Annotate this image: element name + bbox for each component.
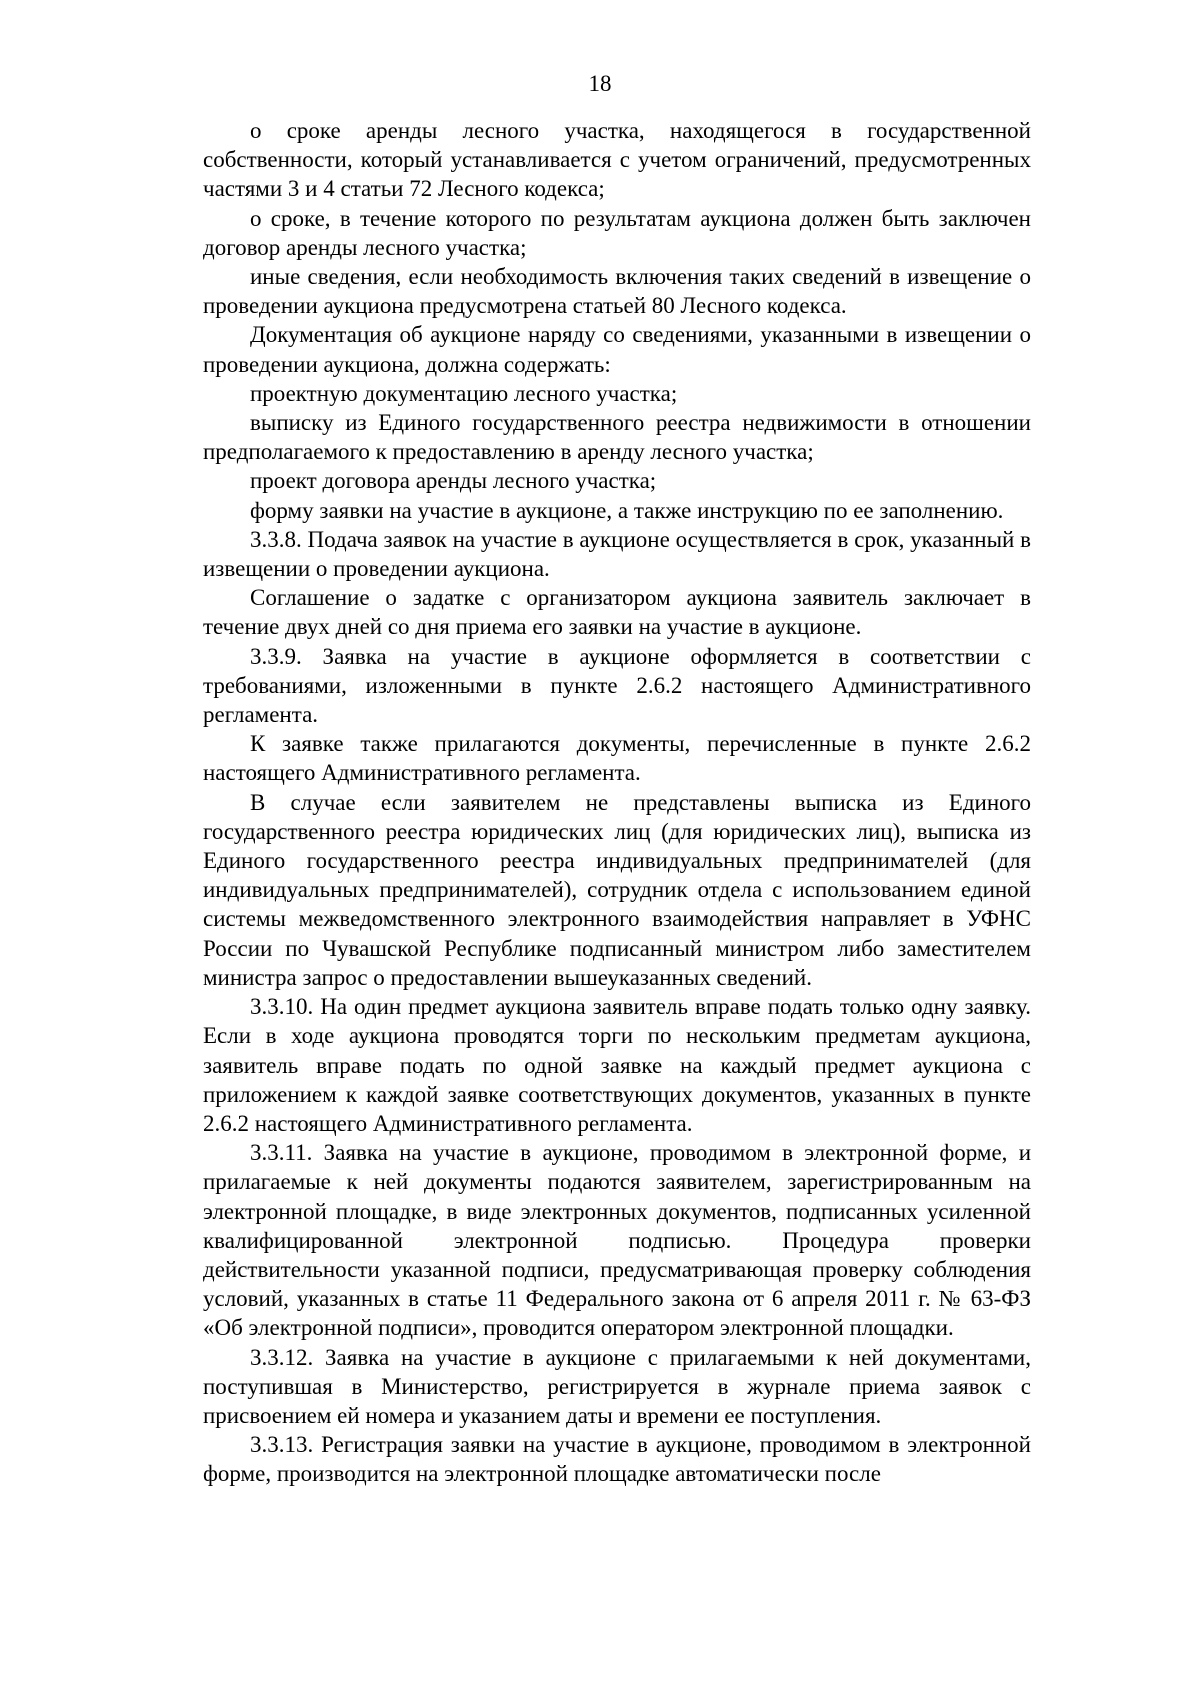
paragraph: 3.3.10. На один предмет аукциона заявитель вправе подать только одну заявку. Если в ходе аукциона проводятся торги по нескольким предметам аукциона, заявитель вправе подать по одной заявке на каждый предмет аукциона с приложением к каждой заявке соответствующих документов, указанных в пункте 2.6.2 настоящего Административного регламента. xyxy=(203,994,1031,1136)
paragraph: 3.3.11. Заявка на участие в аукционе, проводимом в электронной форме, и прилагаемые к ней документы подаются заявителем, зарегистрированным на электронной площадке, в виде электронных документов, подписанных усиленной квалифицированной электронной подписью. Процедура проверки действительности указанной подписи, предусматривающая проверку соблюдения условий, указанных в статье 11 Федерального закона от 6 апреля 2011 г. № 63-ФЗ «Об электронной подписи», проводится оператором электронной площадки. xyxy=(203,1140,1031,1341)
paragraph: Соглашение о задатке с организатором аукциона заявитель заключает в течение двух дней со дня приема его заявки на участие в аукционе. xyxy=(203,585,1031,640)
paragraph: 3.3.8. Подача заявок на участие в аукционе осуществляется в срок, указанный в извещении о проведении аукциона. xyxy=(203,526,1031,582)
paragraph: о сроке, в течение которого по результатам аукциона должен быть заключен договор аренды лесного участка; xyxy=(203,205,1031,260)
paragraph: иные сведения, если необходимость включения таких сведений в извещение о проведении аукциона предусмотрена статьей 80 Лесного кодекса. xyxy=(203,264,1031,319)
paragraph: Документация об аукционе наряду со сведениями, указанными в извещении о проведении аукциона, должна содержать: xyxy=(203,322,1031,377)
document-body xyxy=(203,116,1031,1489)
paragraph: 3.3.9. Заявка на участие в аукционе оформляется в соответствии с требованиями, изложенными в пункте 2.6.2 настоящего Административного регламента. xyxy=(203,643,1031,728)
paragraph: проектную документацию лесного участка; xyxy=(250,380,678,406)
paragraph: выписку из Единого государственного реестра недвижимости в отношении предполагаемого к предоставлению в аренду лесного участка; xyxy=(203,410,1031,465)
paragraph: 3.3.12. Заявка на участие в аукционе с прилагаемыми к ней документами, поступившая в Министерство, регистрируется в журнале приема заявок с присвоением ей номера и указанием даты и времени ее поступления. xyxy=(203,1344,1031,1428)
page-number: 18 xyxy=(588,71,612,96)
paragraph: 3.3.13. Регистрация заявки на участие в аукционе, проводимом в электронной форме, производится на электронной площадке автоматически после xyxy=(203,1432,1031,1487)
paragraph: о сроке аренды лесного участка, находящегося в государственной собственности, который устанавливается с учетом ограничений, предусмотренных частями 3 и 4 статьи 72 Лесного кодекса; xyxy=(203,118,1031,202)
paragraph: форму заявки на участие в аукционе, а также инструкцию по ее заполнению. xyxy=(250,497,1004,523)
paragraph: проект договора аренды лесного участка; xyxy=(250,468,657,494)
paragraph: В случае если заявителем не представлены выписка из Единого государственного реестра юридических лиц (для юридических лиц), выписка из Единого государственного реестра индивидуальных предпринимателей (для индивидуальных предпринимателей), сотрудник отдела с использованием единой системы межведомственного электронного взаимодействия направляет в УФНС России по Чувашской Республике подписанный министром либо заместителем министра запрос о предоставлении вышеуказанных сведений. xyxy=(203,789,1031,990)
paragraph: К заявке также прилагаются документы, перечисленные в пункте 2.6.2 настоящего Административного регламента. xyxy=(203,731,1031,786)
